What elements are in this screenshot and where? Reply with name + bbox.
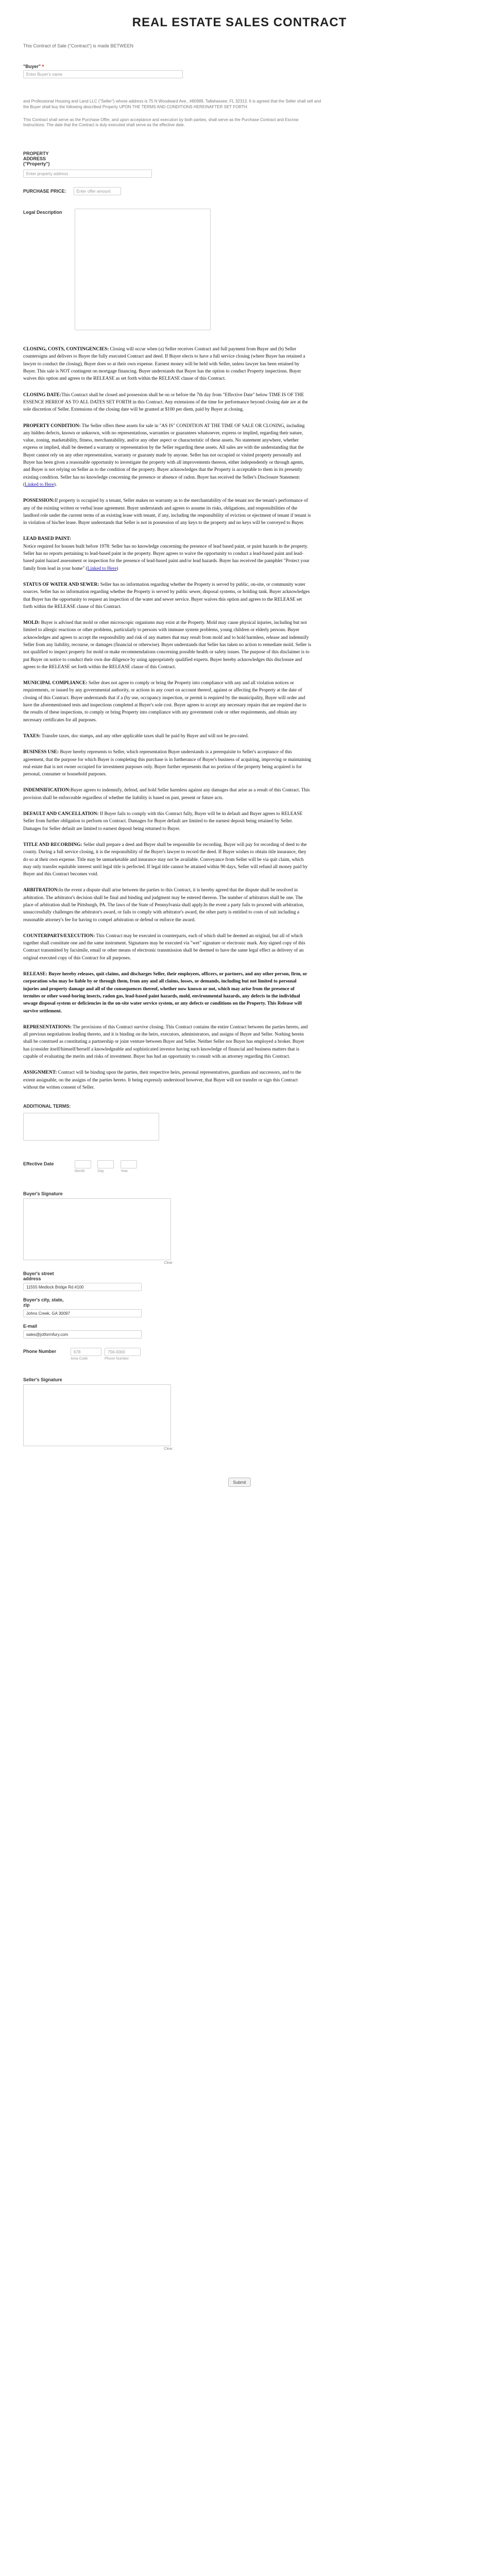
city-input[interactable]: Johns Creek, GA 30097 (23, 1309, 142, 1317)
city-field (23, 1297, 456, 1317)
clause-indemnification: INDEMNIFICATION:Buyer agrees to indemnify, defend, and hold Seller harmless against any damages that arise as a result of this Contract. This provision shall be enforceable regardless of whether the liability is based on past, present or future acts. (23, 788, 310, 801)
clause-municipal: MUNICIPAL COMPLIANCE: Seller does not agree to comply or bring the Property into compliance with any and all violation notices or requirements, or issued by any governmental authority, or actions in any court on account thereof, against or affecting the Property at the date of closing of this Contract. Buyer understands that if a (by use, occupancy inspection, or permit is required by the municipality, Buyer will order and have the aforementioned tests and inspections completed at Buyer's sole cost. Buyer agrees to accept any necessary repairs that are required due to the results of these inspections, to comply or bring Property into compliance with any government code or other requirements, and obtain any necessary certificates for all purposes. (23, 681, 306, 723)
day-box (97, 1160, 114, 1173)
property-label: PROPERTY ADDRESS ("Property") (23, 151, 50, 167)
phone-number-input[interactable]: 756-0000 (105, 1348, 141, 1356)
clause-heading: TAXES: (23, 733, 41, 739)
buyer-signature-field (23, 1191, 456, 1265)
buyer-signature-label: Buyer's Signature (23, 1191, 63, 1197)
parties-paragraph: and Professional Housing and Land LLC ("Seller") whose address is 75 N Woodward Ave., #80989, Tallahassee, FL 32313. It is agreed that the Seller shall sell and the Buyer shall buy the following described Property UPON THE TERMS AND CONDITIONS HEREINAFTER SET FORTH. (23, 99, 321, 109)
buyer-signature-pad[interactable] (23, 1198, 171, 1260)
clause-possession: POSSESSION:If property is occupied by a tenant, Seller makes no warranty as to the merchantability of the tenant nor the tenant's performance of any of the existing written or verbal lease agreement. Buyer understands and agrees to assume its risks, obligations, and responsibilities of the landlord role under the current terms of an existing lease with tenant, if any, including the responsibility of eviction or ejectment of tenant if tenant is in violation of his/her lease. Buyer understands that Seller is not in possession of any keys to the property and no keys will be conveyed to Buyer. (23, 498, 311, 526)
submit-button[interactable]: Submit (228, 1478, 251, 1487)
clause-closing-costs: CLOSING, COSTS, CONTINGENCIES: Closing will occur when (a) Seller receives Contract and full payment from Buyer and (b) Seller countersigns and delivers to Buyer the fully executed Contract and deed. If Buyer elects to have a full service closing (where Buyer has retained a lawyer to conduct the closing), Buyer does so at their own expense. Earnest money will be held with Seller, unless lawyer has been retained by Buyer. This sale is NOT contingent on mortgage financing. Buyer understands that Buyer has the option to conduct Property inspections. Buyer waives this option and agrees to the RELEASE as set forth within the RELEASE clause of this Contract. (23, 347, 305, 382)
seller-signature-pad[interactable] (23, 1384, 171, 1446)
clause-closing-date: CLOSING DATE:This Contract shall be closed and possession shall be on or before the 7th day from "Effective Date" below TIME IS OF THE ESSENCE HEREOF AS TO ALL DATES SET FORTH in this Contract. Any extensions of the time for performance beyond closing date are at the sole discretion of Seller. Extensions of the closing date will be granted at $100 per diem, paid by Buyer at closing. (23, 392, 308, 413)
clause-heading: TITLE AND RECORDING: (23, 842, 82, 848)
effective-date-field (23, 1160, 456, 1175)
clause-title: TITLE AND RECORDING: Seller shall prepare a deed and Buyer shall be responsible for recording. Buyer will pay for recording of deed to the county. During a full service closing, it is the responsibility of the Buyer's lawyer to record the deed. If Buyer wishes to obtain title insurance, they do so at their own expense. Title may be unmarketable and insurance may not be available. Conveyance from Seller will be via quit claim, which may only transfer equitable interest until legal title is perfected. If legal title cannot be attained within 90 days, Seller will refund all money paid by Buyer and this Contract becomes void. (23, 842, 308, 877)
clause-heading: CLOSING DATE: (23, 392, 62, 398)
phone-field (23, 1348, 456, 1361)
clause-release: RELEASE: Buyer hereby releases, quit claims, and discharges Seller, their employees, officers, or partners, and any other person, firm, or corporation who may be liable by or through them, from any and all claims, losses, or demands, including but not limited to personal injuries and property damage and all of the consequences thereof, whether now known or not, which may arise from the presence of termites or other wood-boring insects, radon gas, lead-based paint hazards, mold, environmental hazards, any defects in the individual sewage disposal system or deficiencies in the on-site water service system, or any defects or conditions on the Property. This Release will survive settlement. (23, 972, 307, 1014)
year-input[interactable] (121, 1160, 137, 1168)
buyer-label: "Buyer" * (23, 64, 44, 69)
clause-counterparts: COUNTERPARTS/EXECUTION: This Contract may be executed in counterparts, each of which shall be deemed an original, but all of which together shall constitute one and the same instrument. Signatures may be executed via "wet" signature or electronic mark. Any signed copy of this Contract transmitted by facsimile, email or other means of electronic transmission shall be deemed to have the same legal effect as delivery of an original executed copy of this Contract for all purposes. (23, 933, 305, 961)
month-label: Month (75, 1170, 85, 1174)
clause-heading: MOLD: (23, 620, 40, 626)
purchase-price-label: PURCHASE PRICE: (23, 189, 66, 194)
seller-signature-label: Seller's Signature (23, 1377, 62, 1383)
clause-heading: ASSIGNMENT: (23, 1070, 57, 1076)
additional-terms-label: ADDITIONAL TERMS: (23, 1104, 71, 1109)
disclosure-link[interactable]: Linked to Here (25, 482, 54, 487)
intro-text: This Contract of Sale ("Contract") is made BETWEEN (23, 43, 133, 48)
additional-terms-textarea[interactable] (23, 1113, 159, 1141)
street-label: Buyer's street address (23, 1271, 54, 1282)
day-label: Day (97, 1170, 104, 1174)
clause-business-use: BUSINESS USE: Buyer hereby represents to Seller, which representation Buyer understands is a prerequisite to Seller's acceptance of this agreement, that the purpose for which Buyer is completing this purchase is in furtherance of Buyer's business of acquiring, improving or maintaining real estate that is not owner occupied for investment purposes only. Buyer further represents that no portion of the property being acquired is for personal, consumer or household purposes. (23, 750, 312, 777)
legal-description-textarea[interactable] (75, 209, 211, 330)
year-box (121, 1160, 137, 1173)
buyer-name-input[interactable]: Enter Buyer's name (23, 70, 183, 78)
required-mark: * (42, 64, 44, 69)
clause-water-sewer: STATUS OF WATER AND SEWER: Seller has no information regarding whether the Property is served by public, on-site, or community water sources. Seller has no information regarding whether the Property is served by public sewer, disposal systems, or holding tank. Buyer acknowledges that Buyer has the opportunity to request an inspection of the water and sewer service. Buyer waives this option and agrees to the RELEASE set forth within the RELEASE clause of this Contract. (23, 582, 310, 609)
property-address-input[interactable]: Enter property address (23, 170, 152, 178)
street-input[interactable]: 11555 Medlock Bridge Rd #100 (23, 1283, 142, 1291)
seller-signature-clear[interactable]: Clear (164, 1447, 173, 1451)
phone-label: Phone Number (23, 1349, 57, 1354)
seller-signature-field (23, 1377, 456, 1451)
year-label: Year (120, 1170, 128, 1174)
page-title: REAL ESTATE SALES CONTRACT (132, 15, 347, 29)
clause-heading: BUSINESS USE: (23, 750, 59, 755)
phone-number-box (105, 1348, 141, 1361)
clause-taxes: TAXES: Transfer taxes, doc stamps, and any other applicable taxes shall be paid by Buyer and will not be pro-rated. (23, 733, 249, 739)
contract-clauses (23, 346, 312, 1091)
effective-date-label: Effective Date (23, 1161, 54, 1167)
clause-property-condition: PROPERTY CONDITION: The Seller offers these assets for sale in "AS IS" CONDITION AT THE TIME OF SALE OR CLOSING, including any hidden defects, known or unknown, with no representations, warranties or guarantees whatsoever, express or implied, regarding their nature, value, zoning, marketability, fitness, merchantability, and/or any other aspect or characteristic of these assets. No statement anywhere, whether express or implied, shall be deemed a warranty or representation by the Seller regarding these assets. All sales are with the understanding that the Buyer cannot rely on any other representation, warranty or guaranty made by anyone. Seller has not occupied or visited property personally and Buyer has been given a reasonable opportunity to investigate the property with all improvements thereon, either independently or through agents, and Buyer is not relying on Seller as to the condition of the property. Buyer acknowledges that the Property is acceptable to them in its presently existing condition. Seller has no knowledge concerning the presence or absence of radon. Buyer has received the Seller's Disclosure Statement: (Linked to Here). (23, 423, 305, 487)
purchase-price-field (23, 187, 456, 195)
clause-arbitration: ARBITRATION:In the event a dispute shall arise between the parties to this Contract, it is hereby agreed that the dispute shall be resolved in arbitration. The arbitrator's decision shall be final and binding and judgment may be entered thereon. The number of arbitrators shall be one. The place of arbitration shall be Pittsburgh, PA. The laws of the State of Pennsylvania shall apply.In the event a party fails to proceed with arbitration, unsuccessfully challenges the arbitrator's award, or fails to comply with arbitrator's award, the other party is entitled to costs of suit including a reasonable attorney's fee for having to compel arbitration or defend or enforce the award. (23, 888, 304, 923)
month-input[interactable] (75, 1160, 91, 1168)
buyer-signature-clear[interactable]: Clear (164, 1261, 173, 1265)
lead-pamphlet-link[interactable]: Linked to Here (87, 566, 117, 571)
clause-heading: DEFAULT AND CANCELLATION: (23, 811, 99, 817)
email-field (23, 1324, 456, 1338)
clause-heading: MUNICIPAL COMPLIANCE: (23, 681, 88, 686)
clause-heading: INDEMNIFICATION: (23, 788, 71, 793)
area-code-input[interactable]: 678 (71, 1348, 101, 1356)
purchase-price-input[interactable]: Enter offer amount (74, 187, 121, 195)
email-label: E-mail (23, 1324, 38, 1329)
street-field (23, 1271, 456, 1291)
clause-heading: PROPERTY CONDITION: (23, 423, 81, 429)
month-box (75, 1160, 91, 1173)
city-label: Buyer's city, state, zip (23, 1297, 64, 1308)
clause-default: DEFAULT AND CANCELLATION: If Buyer fails to comply with this Contract fully, Buyer will be in default and Buyer agrees to RELEASE Seller from further obligation to perform on Contract. Damages for Buyer default are limited to the earnest deposit being retained by Seller. Damages for Seller default are limited to earnest deposit being returned to Buyer. (23, 811, 303, 832)
clause-heading: ARBITRATION: (23, 888, 59, 893)
clause-assignment: ASSIGNMENT: Contract will be binding upon the parties, their respective heirs, personal representatives, guardians and successors, and to the extent assignable, on the assigns of the parties hereto. It being expressly understood however, that Buyer will not transfer or sign this Contract without the written consent of Seller. (23, 1070, 301, 1090)
area-code-label: Area Code (71, 1357, 88, 1361)
clause-lead-paint: LEAD BASED PAINT: Notice required for houses built before 1978: Seller has no knowledge concerning the presence of lead based paint, or paint hazards in the property. Seller has no reports pertaining to lead-based paint in the property. Buyer agrees to waive the opportunity to conduct a lead-based paint and lead-based paint hazard assessment or inspection for the presence of lead-based paint and/or lead hazards. Buyer has received the pamphlet "Protect your family from lead in your home" (Linked to Here) (23, 536, 310, 571)
additional-terms-field (23, 1104, 456, 1141)
clause-heading: CLOSING, COSTS, CONTINGENCIES: (23, 347, 109, 352)
property-address-field (23, 151, 456, 178)
contract-paragraph: This Contract shall serve as the Purchase Offer, and upon acceptance and execution by both parties, shall serve as the Purchase Contract and Escrow Instructions. The date that the Contract is duly executed shall serve as the effective date. (23, 117, 299, 128)
clause-heading: REPRESENTATIONS: (23, 1024, 72, 1030)
area-code-box (71, 1348, 101, 1361)
day-input[interactable] (97, 1160, 114, 1168)
legal-description-label: Legal Description (23, 210, 62, 215)
email-input[interactable]: sales@jotformfury.com (23, 1330, 142, 1338)
clause-heading: COUNTERPARTS/EXECUTION: (23, 933, 95, 939)
clause-heading: STATUS OF WATER AND SEWER: (23, 582, 99, 587)
legal-description-field (23, 209, 456, 330)
clause-heading: LEAD BASED PAINT: (23, 536, 71, 542)
clause-heading: POSSESSION: (23, 498, 55, 504)
phone-number-sublabel: Phone Number (105, 1357, 129, 1361)
clause-mold: MOLD: Buyer is advised that mold or other microscopic organisms may exist at the Property. Mold may cause physical injuries, including but not limited to allergic reactions or other problems, particularly to persons with immune system problems, young children or elderly persons. Buyer acknowledges and agrees to accept the responsibility and risk of any matters that may result from mold and to hold harmless, release and indemnify Seller from any liability, recourse, or damages (financial or otherwise). Buyer understands that Seller has taken no action to remediate mold. Seller is not qualified to inspect property for mold or make recommendations concerning possible health or safety issues. The purpose of this disclaimer is to put Buyer on notice to conduct their own due diligence by using appropriately qualified experts. Buyer hereby acknowledges this disclosure and agrees to the RELEASE set forth within the RELEASE clause of this Contract. (23, 620, 312, 670)
clause-representations: REPRESENTATIONS: The provisions of this Contract survive closing. This Contract contains the entire Contract between the parties hereto, and all previous negotiations leading thereto, and it is binding on the heirs, executors, administrators, and assigns of Buyer and Seller. Nothing herein shall be construed as constituting a partnership or joint venture between Buyer and Seller. Neither Seller nor Buyer has employed a broker. Buyer has (consider itself/himself/herself a knowledgeable and sophisticated investor having such knowledge of financial and business matters that is capable of evaluating the merits and risks of investment. Buyer has had an opportunity to consult with an attorney regarding this Contract. (23, 1024, 308, 1060)
